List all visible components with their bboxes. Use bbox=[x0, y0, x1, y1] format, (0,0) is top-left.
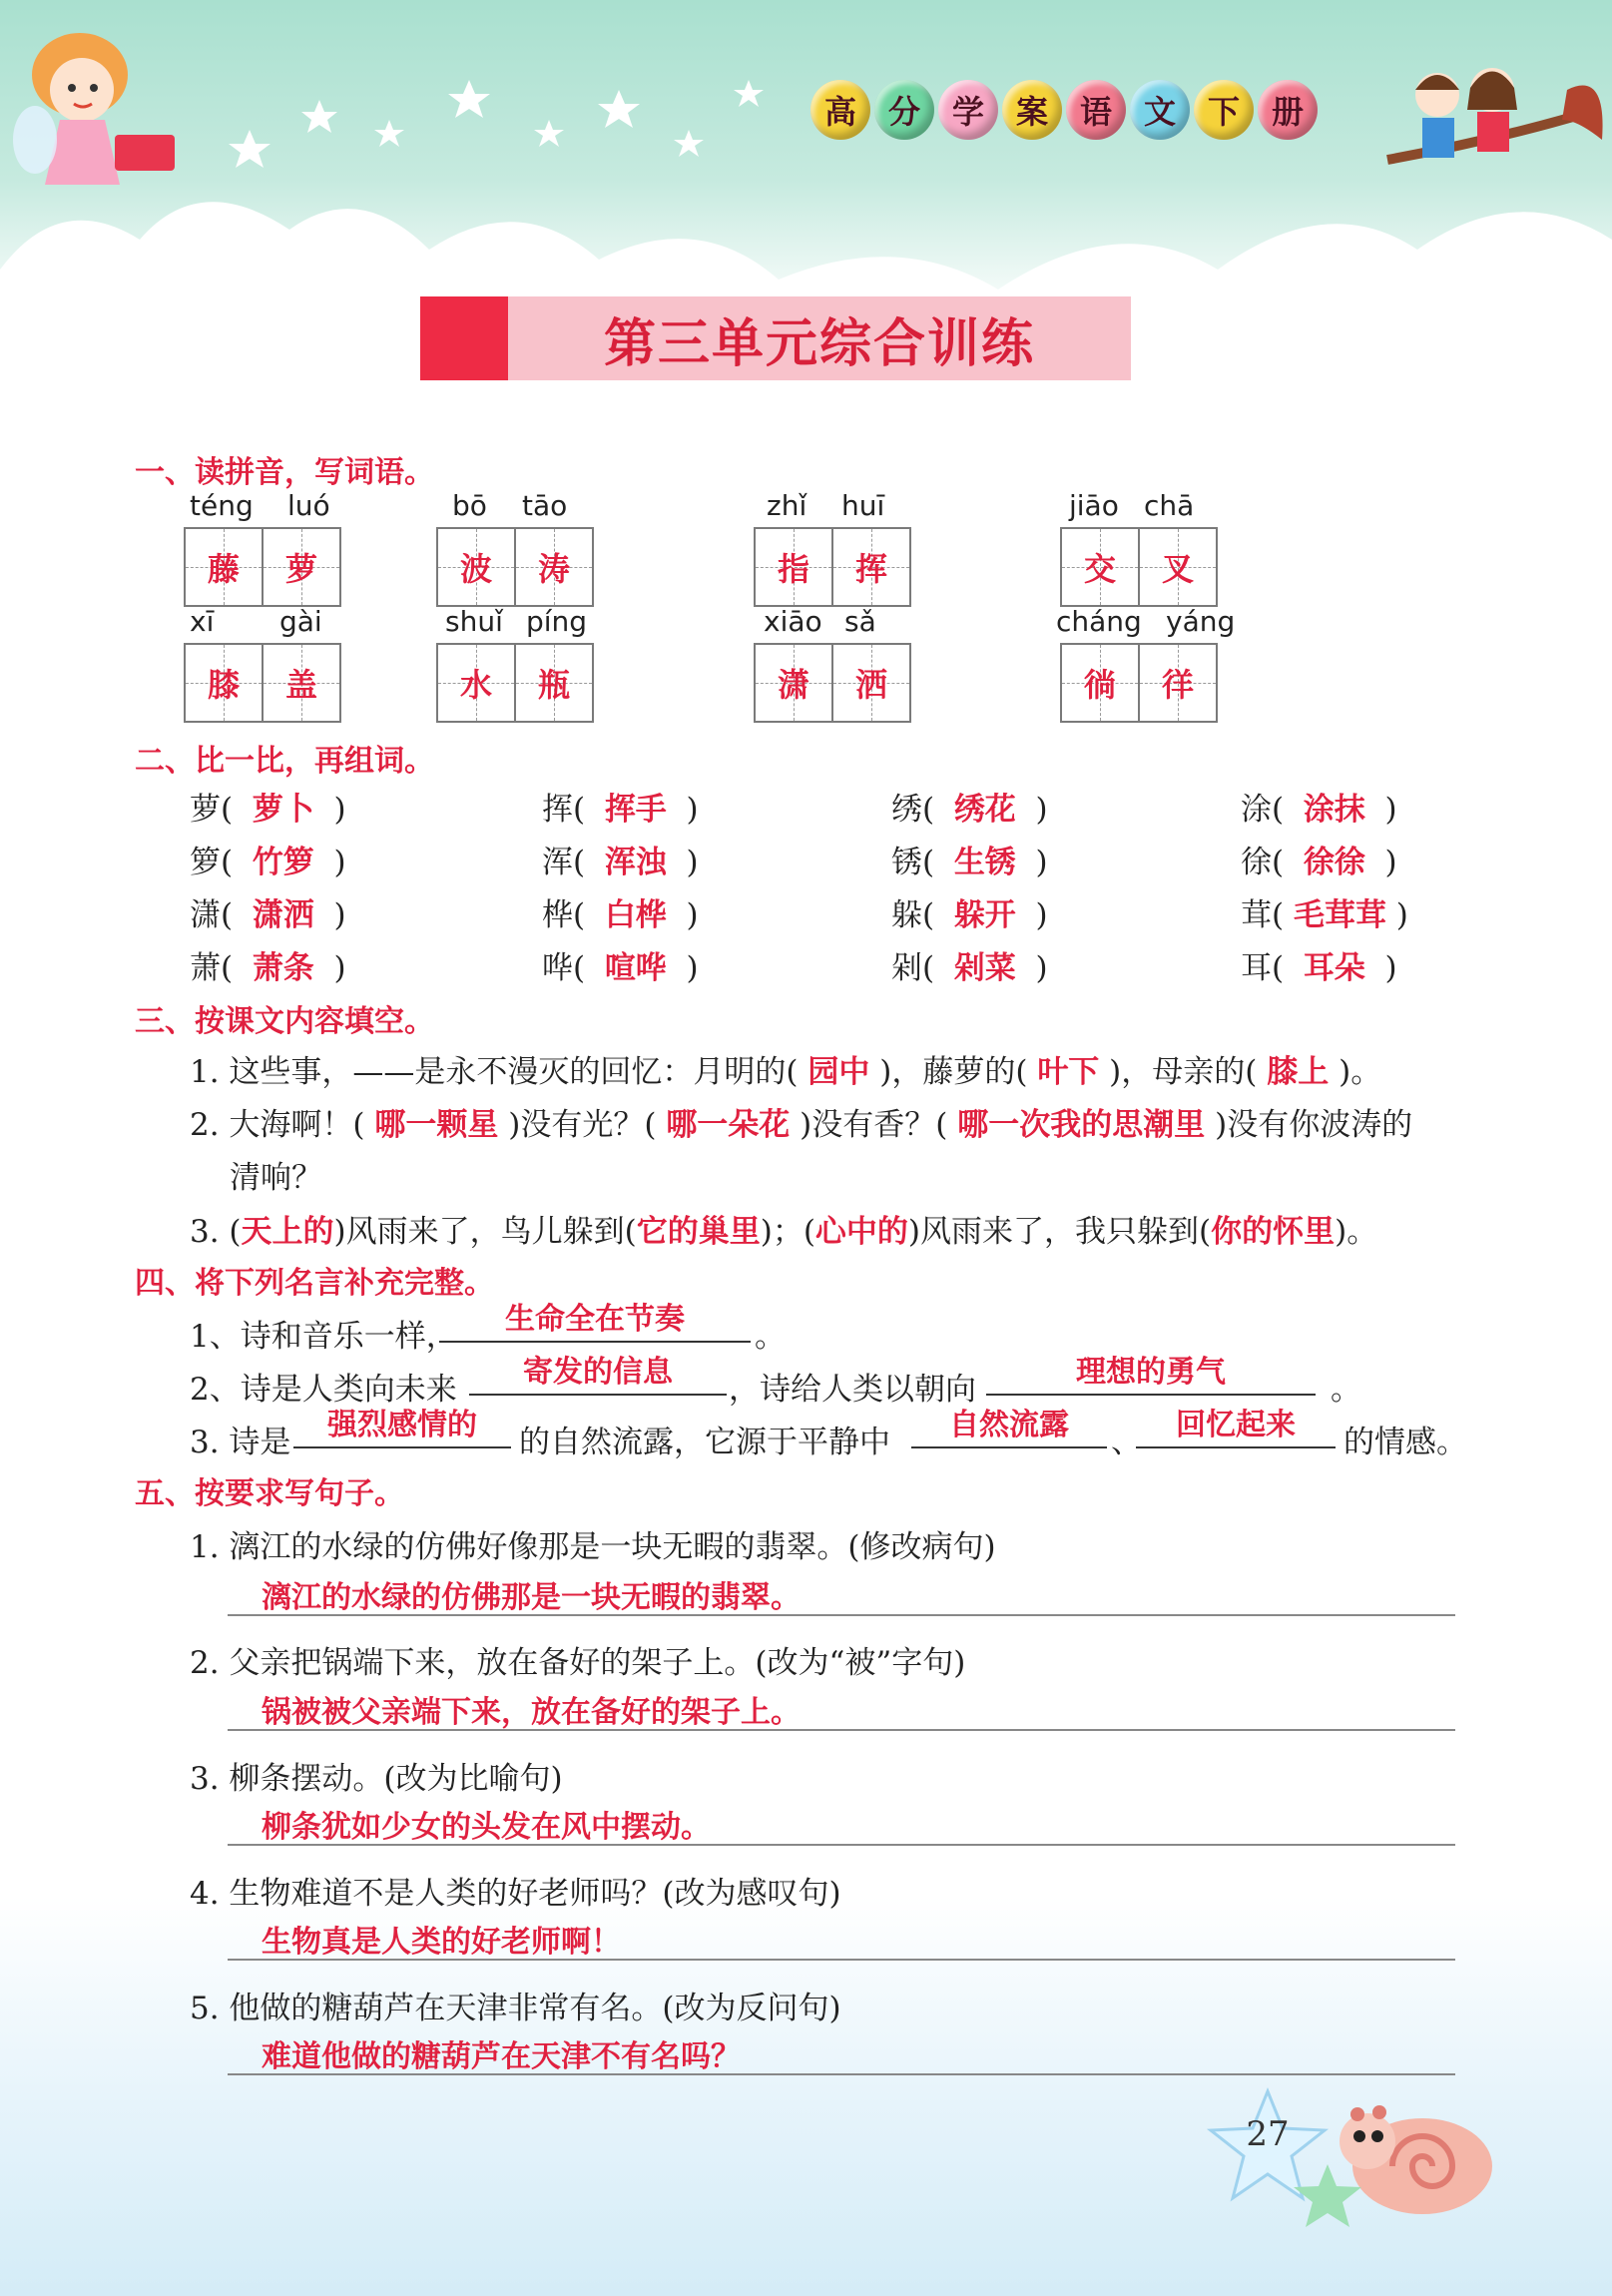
title-red-block bbox=[420, 296, 508, 380]
quote-2-answer-2: 理想的勇气 bbox=[986, 1354, 1316, 1396]
stars-decoration bbox=[220, 40, 779, 180]
quote-3-end: 的情感。 bbox=[1343, 1425, 1467, 1460]
grid-cell: 藤 bbox=[186, 529, 262, 605]
quote-2-middle: ，诗给人类以朝向 bbox=[729, 1372, 976, 1408]
answer-line bbox=[228, 1959, 1455, 1961]
pinyin: jiāo bbox=[1069, 489, 1119, 522]
quote-3-separator: 、 bbox=[1111, 1425, 1142, 1460]
answer-line bbox=[228, 2073, 1455, 2075]
page-title: 第三单元综合训练 bbox=[603, 312, 1035, 374]
compare-item: 箩( 竹箩 ) bbox=[190, 845, 346, 880]
pinyin: zhǐ bbox=[767, 489, 807, 522]
grid-cell: 指 bbox=[756, 529, 831, 605]
pinyin: gài bbox=[279, 605, 322, 638]
fill-question-2: 2. 大海啊！( 哪一颗星 )没有光？( 哪一朵花 )没有香？( 哪一次我的思潮里 )没有你波涛的 bbox=[190, 1107, 1413, 1143]
rewrite-answer: 柳条犹如少女的头发在风中摆动。 bbox=[262, 1810, 711, 1845]
pinyin: luó bbox=[287, 489, 330, 522]
answer-line bbox=[228, 1614, 1455, 1616]
grid-cell: 盖 bbox=[262, 645, 339, 721]
quote-3-text: 3. 诗是 bbox=[190, 1425, 291, 1460]
pinyin: chā bbox=[1144, 489, 1195, 522]
pinyin: bō bbox=[452, 489, 487, 522]
grid-cell: 波 bbox=[438, 529, 514, 605]
section-1-heading: 一、读拼音，写词语。 bbox=[135, 455, 434, 490]
title-ball: 高 bbox=[810, 80, 870, 140]
series-title bbox=[810, 80, 1318, 140]
grid-cell: 徉 bbox=[1138, 645, 1216, 721]
pinyin: sǎ bbox=[844, 605, 876, 638]
fill-question-2-continued: 清响？ bbox=[230, 1160, 322, 1196]
compare-item: 浑( 浑浊 ) bbox=[542, 845, 699, 880]
quote-2-text: 2、诗是人类向未来 bbox=[190, 1372, 457, 1408]
rewrite-question: 2. 父亲把锅端下来，放在备好的架子上。(改为“被”字句) bbox=[190, 1645, 966, 1681]
title-ball: 学 bbox=[938, 80, 998, 140]
quote-3-answer-1: 强烈感情的 bbox=[293, 1407, 511, 1448]
rewrite-question: 4. 生物难道不是人类的好老师吗？(改为感叹句) bbox=[190, 1876, 841, 1912]
pinyin: yáng bbox=[1166, 605, 1236, 638]
word-grid bbox=[184, 527, 341, 607]
rewrite-answer: 生物真是人类的好老师啊！ bbox=[262, 1925, 621, 1960]
quote-1-answer: 生命全在节奏 bbox=[439, 1301, 751, 1343]
answer-line bbox=[228, 1844, 1455, 1846]
section-5-heading: 五、按要求写句子。 bbox=[135, 1476, 404, 1511]
title-ball: 文 bbox=[1130, 80, 1190, 140]
fairy-girl-illustration bbox=[10, 20, 190, 210]
grid-cell: 潇 bbox=[756, 645, 831, 721]
grid-cell: 水 bbox=[438, 645, 514, 721]
grid-cell: 洒 bbox=[831, 645, 909, 721]
pinyin: huī bbox=[841, 489, 885, 522]
grid-cell: 涛 bbox=[514, 529, 592, 605]
compare-item: 桦( 白桦 ) bbox=[542, 897, 699, 933]
compare-item: 萧( 萧条 ) bbox=[190, 950, 346, 986]
quote-3-answer-3: 回忆起来 bbox=[1136, 1407, 1336, 1448]
compare-item: 锈( 生锈 ) bbox=[891, 845, 1048, 880]
compare-item: 萝( 萝卜 ) bbox=[190, 792, 346, 828]
grid-cell: 膝 bbox=[186, 645, 262, 721]
word-grid bbox=[754, 643, 911, 723]
grid-cell: 瓶 bbox=[514, 645, 592, 721]
compare-item: 剁( 剁菜 ) bbox=[891, 950, 1048, 986]
fill-question-1: 1. 这些事，——是永不漫灭的回忆：月明的( 园中 )，藤萝的( 叶下 )，母亲的( 膝上 )。 bbox=[190, 1054, 1382, 1090]
compare-item: 挥( 挥手 ) bbox=[542, 792, 699, 828]
section-2-heading: 二、比一比，再组词。 bbox=[135, 744, 434, 779]
quote-2-answer-1: 寄发的信息 bbox=[469, 1354, 727, 1396]
compare-item: 哗( 喧哗 ) bbox=[542, 950, 699, 986]
grid-cell: 挥 bbox=[831, 529, 909, 605]
title-ball: 册 bbox=[1258, 80, 1318, 140]
compare-item: 茸( 毛茸茸 ) bbox=[1241, 897, 1408, 933]
rewrite-answer: 锅被被父亲端下来，放在备好的架子上。 bbox=[262, 1695, 801, 1730]
pinyin: cháng bbox=[1056, 605, 1142, 638]
compare-item: 涂( 涂抹 ) bbox=[1241, 792, 1397, 828]
compare-item: 躲( 躲开 ) bbox=[891, 897, 1048, 933]
pinyin: xiāo bbox=[764, 605, 822, 638]
pinyin: xī bbox=[190, 605, 215, 638]
pinyin: píng bbox=[526, 605, 588, 638]
quote-1-text: 1、诗和音乐一样， bbox=[190, 1319, 457, 1355]
green-star-icon bbox=[1288, 2161, 1367, 2231]
quote-1-end: 。 bbox=[755, 1319, 786, 1355]
rewrite-answer: 难道他做的糖葫芦在天津不有名吗？ bbox=[262, 2039, 741, 2074]
title-ball: 下 bbox=[1194, 80, 1254, 140]
fill-question-3: 3. (天上的)风雨来了，鸟儿躲到(它的巢里)；(心中的)风雨来了，我只躲到(你的怀里)。 bbox=[190, 1214, 1378, 1250]
word-grid bbox=[1060, 643, 1218, 723]
word-grid bbox=[184, 643, 341, 723]
grid-cell: 交 bbox=[1062, 529, 1138, 605]
compare-item: 徐( 徐徐 ) bbox=[1241, 845, 1397, 880]
word-grid bbox=[754, 527, 911, 607]
rewrite-question: 1. 漓江的水绿的仿佛好像那是一块无暇的翡翠。(修改病句) bbox=[190, 1529, 996, 1565]
kids-on-broom-illustration bbox=[1377, 50, 1607, 200]
pinyin: shuǐ bbox=[445, 605, 503, 638]
title-ball: 语 bbox=[1066, 80, 1126, 140]
compare-item: 耳( 耳朵 ) bbox=[1241, 950, 1397, 986]
answer-line bbox=[228, 1729, 1455, 1731]
rewrite-answer: 漓江的水绿的仿佛那是一块无暇的翡翠。 bbox=[262, 1580, 801, 1615]
compare-item: 潇( 潇洒 ) bbox=[190, 897, 346, 933]
title-ball: 案 bbox=[1002, 80, 1062, 140]
compare-item: 绣( 绣花 ) bbox=[891, 792, 1048, 828]
page-number: 27 bbox=[1246, 2114, 1290, 2154]
pinyin: téng bbox=[190, 489, 254, 522]
grid-cell: 叉 bbox=[1138, 529, 1216, 605]
title-ball: 分 bbox=[874, 80, 934, 140]
grid-cell: 萝 bbox=[262, 529, 339, 605]
pinyin: tāo bbox=[522, 489, 568, 522]
quote-2-end: 。 bbox=[1331, 1372, 1361, 1408]
grid-cell: 徜 bbox=[1062, 645, 1138, 721]
word-grid bbox=[1060, 527, 1218, 607]
quote-3-answer-2: 自然流露 bbox=[911, 1407, 1107, 1448]
section-4-heading: 四、将下列名言补充完整。 bbox=[135, 1266, 494, 1301]
rewrite-question: 3. 柳条摆动。(改为比喻句) bbox=[190, 1761, 563, 1797]
word-grid bbox=[436, 643, 594, 723]
section-3-heading: 三、按课文内容填空。 bbox=[135, 1004, 434, 1039]
word-grid bbox=[436, 527, 594, 607]
rewrite-question: 5. 他做的糖葫芦在天津非常有名。(改为反问句) bbox=[190, 1991, 841, 2026]
unit-title-banner bbox=[420, 296, 1131, 380]
quote-3-middle: 的自然流露，它源于平静中 bbox=[519, 1425, 890, 1460]
